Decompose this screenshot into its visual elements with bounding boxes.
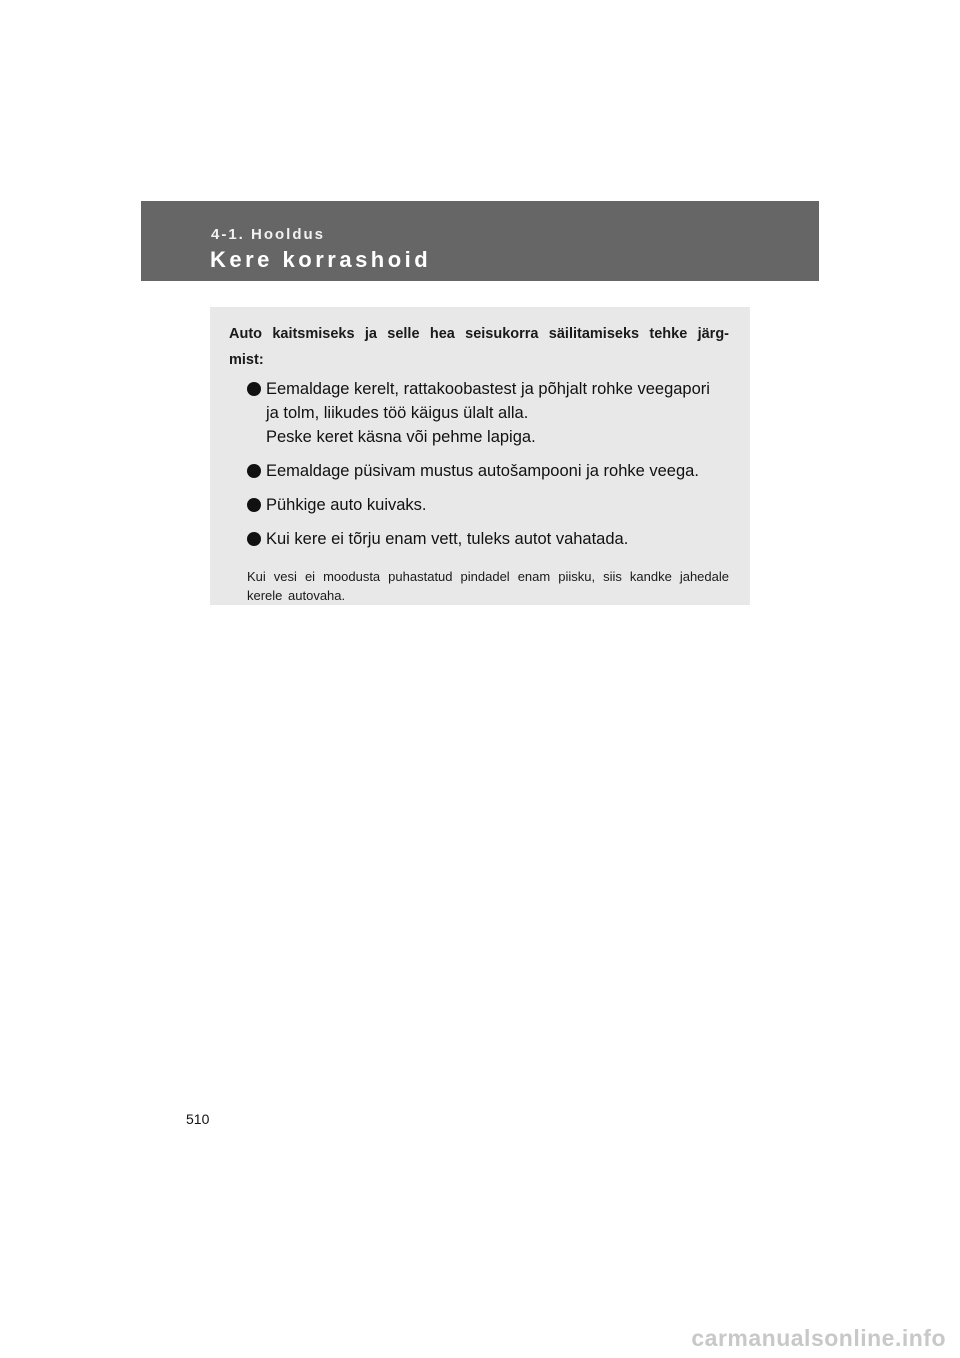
list-item	[229, 377, 729, 449]
list-item-line: Eemaldage kerelt, rattakoobastest ja põhjalt rohke veegapori	[266, 380, 710, 398]
bullet-icon	[247, 382, 261, 396]
note-text: Kui vesi ei moodusta puhastatud pindadel enam piisku, siis kandke jahedale kerele autovaha.	[247, 569, 729, 603]
watermark: carmanualsonline.info	[691, 1325, 946, 1351]
list-item	[229, 527, 729, 551]
info-box	[210, 307, 750, 605]
list-item	[229, 459, 729, 483]
page-number: 510	[186, 1111, 210, 1127]
list-item-line: Kui kere ei tõrju enam vett, tuleks autot vahatada.	[266, 530, 629, 548]
list-item-line: Eemaldage püsivam mustus autošampooni ja rohke veega.	[266, 462, 699, 480]
bullet-icon	[247, 464, 261, 478]
bullet-list	[229, 377, 729, 551]
section-header	[141, 201, 819, 281]
bullet-icon	[247, 532, 261, 546]
list-item-line: Pühkige auto kuivaks.	[266, 496, 427, 514]
list-item	[229, 493, 729, 517]
section-label: 4-1. Hooldus	[211, 226, 326, 243]
list-item-line: ja tolm, liikudes töö käigus ülalt alla.	[266, 404, 529, 422]
bullet-icon	[247, 498, 261, 512]
page-title: Kere korrashoid	[210, 247, 432, 272]
intro-text: Auto kaitsmiseks ja selle hea seisukorra säilitamiseks tehke järg- mist:	[229, 326, 729, 368]
list-item-line: Peske keret käsna või pehme lapiga.	[266, 428, 536, 446]
